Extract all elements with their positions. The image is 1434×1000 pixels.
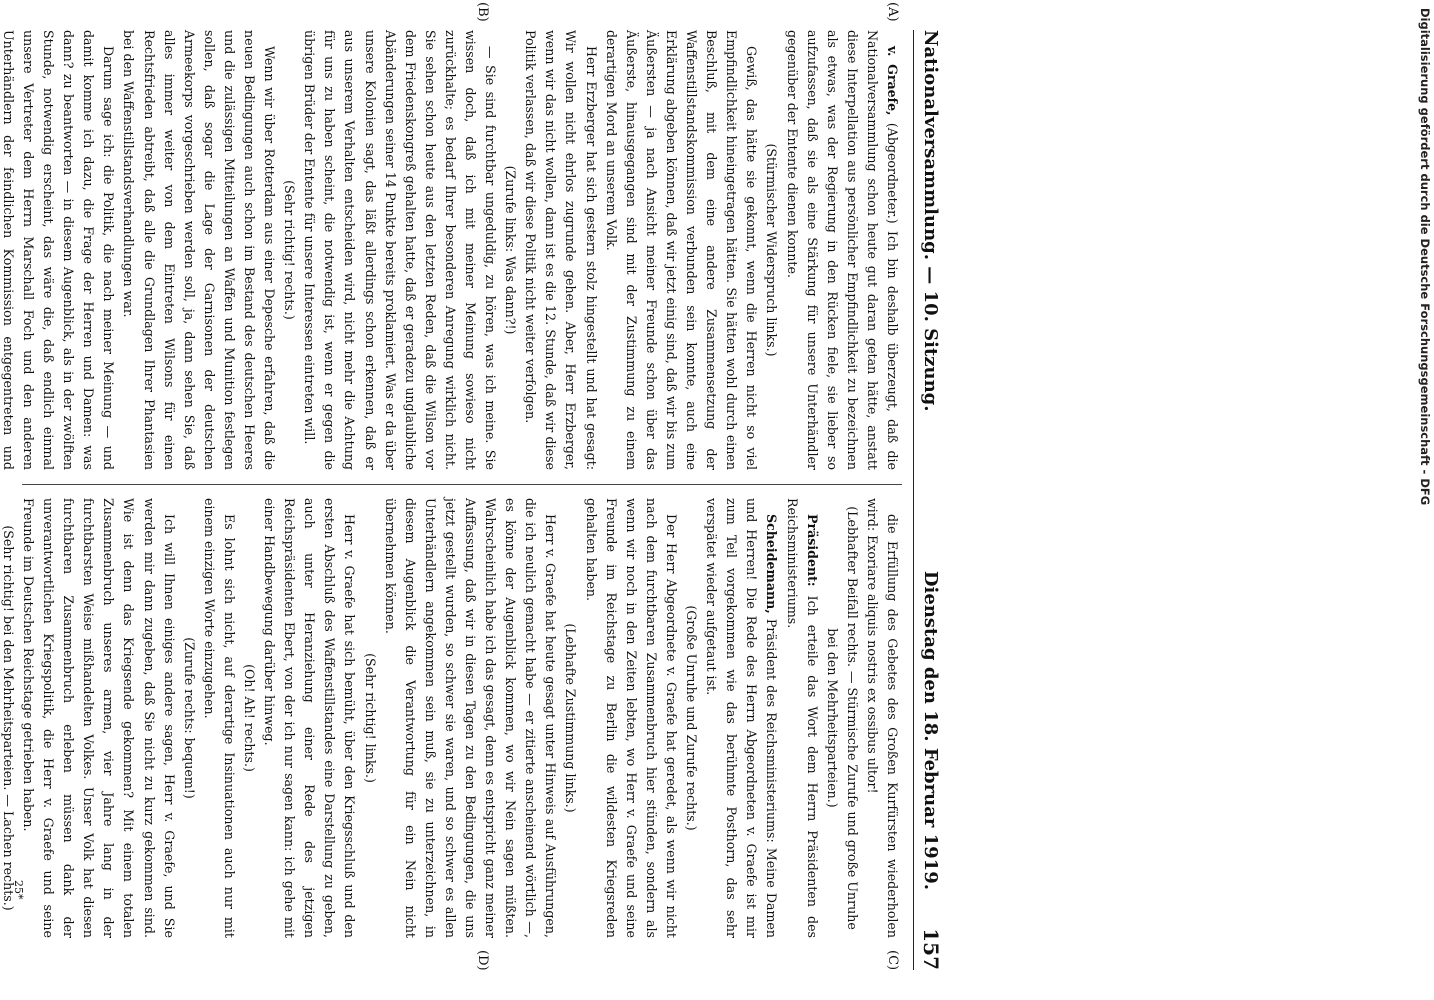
paragraph xyxy=(581,498,681,938)
interjection: (Sehr richtig! links.) xyxy=(362,653,378,783)
paragraph xyxy=(601,30,762,470)
paragraph-text: Präsident des Reichsministeriums: Meine Damen und Herren! Die Rede des Herrn Abgeordneten v. Graefe ist mir zum Teil vorgekommen wie das berühmte Posthorn, das sehr verspätet wieder aufgetaut ist. xyxy=(704,498,780,938)
signature-mark: 25* xyxy=(12,880,25,900)
column-divider xyxy=(22,484,902,485)
paragraph-text: Der Herr Abgeordnete v. Graefe hat geredet, als wenn wir nicht nach dem furchtbaren Zusammenbruch hier stünden, sondern als wenn wir noch in den Zeiten lebten, wo Herr v. Graefe und seine Freunde im Reichstage zu Berlin die wildesten Kriegsreden gehalten haben. xyxy=(583,498,679,938)
paragraph xyxy=(0,30,118,470)
paragraph xyxy=(862,498,902,938)
paragraph-text: die Erfüllung des Gebetes des Großen Kurfürsten wiederholen wird: Exoriare aliquis nostris ex ossibus ultor! xyxy=(864,498,900,938)
margin-marker-c: (C) xyxy=(885,950,900,971)
speaker-name: Scheidemann, xyxy=(764,514,780,614)
digitization-credit: Digitalisierung gefördert durch die Deutsche Forschungsgemeinschaft - DFG xyxy=(1418,8,1432,506)
paragraph-text: Herr v. Graefe hat heute gesagt unter Hinweis auf Ausführungen, die ich neulich gemacht habe — er zitierte anscheinend wörtlich —, es könne der Augenblick kommen, wo wir Nein sagen müßten. Wahrscheinlich habe ich das gesagt, denn es entspricht ganz meiner Auffassung, daß wir in diesen Tagen zu den Bedingungen, die uns jetzt gestellt wurden, so schwer sie waren, und so schwer es allen Unterhändlern angekommen sein muß, sie zu unterzeichnen, in diesem Augenblick die Verantwortung für ein Nein nicht übernehmen können. xyxy=(382,498,559,938)
paragraph xyxy=(199,498,239,938)
interjection: (Oh! Ah! rechts.) xyxy=(242,664,257,772)
interjection: (Zurufe links: Was dann?!) xyxy=(503,165,519,335)
page-header xyxy=(913,30,948,970)
paragraph-text: Ich erteile das Wort dem Herrn Präsidenten des Reichsministeriums. xyxy=(784,498,820,938)
interjection: (Lebhafter Beifall rechts. — Stürmische Zurufe und große Unruhe bei den Mehrheitsparteien.) xyxy=(824,506,860,930)
paragraph xyxy=(781,498,821,938)
paragraph-text: Darum sage ich: die Politik, die nach meiner Meinung — und damit komme ich dazu, die Frage der Herren und Damen: was dann? zu beantworten — in diesem Augenblick, als in der zwölften Stunde, notwendig erscheint, das wäre die, daß endlich einmal unsere Vertreter dem Herrn Marschall Foch und den anderen Unterhändlern der feindlichen Kommission entgegentreten und xyxy=(0,30,117,470)
interjection: (Lebhafte Zustimmung links.) xyxy=(563,623,579,813)
paragraph xyxy=(299,30,500,470)
interjection: (Sehr richtig! bei den Mehrheitsparteien. — Lachen rechts.) xyxy=(0,525,16,911)
paragraph xyxy=(118,30,279,470)
paragraph-text: Ich will Ihnen einiges andere sagen, Herr v. Graefe, und Sie werden mir dann zugeben, daß Sie nicht zu kurz gekommen sind. Wie ist denn das Kriegsende gekommen? Mit einem totalen Zusammenbruch unseres armen, vier Jahre lang in der furchtbarsten Weise mißhandelten Volkes. Unser Volk hat diesen furchtbaren Zusammenbruch erleben müssen dank der unverantwortlichen Kriegspolitik, die Herr v. Graefe und seine Freunde im Deutschen Reichstage getrieben haben. xyxy=(20,498,177,938)
header-date: Dienstag den 18. Februar 1919. xyxy=(920,570,942,890)
paragraph-text: Es lohnt sich nicht, auf derartige Insinuationen auch nur mit einem einzigen Worte einzugehen. xyxy=(201,498,237,938)
paragraph xyxy=(259,498,359,938)
paragraph-text: (Abgeordneter.) Ich bin deshalb überzeugt, daß die Nationalversammlung schon heute gut daran getan hätte, anstatt diese Interpellation aus persönlicher Empfindlichkeit zu bezeichnen als etwas, was der Regierung in den Rücken fiele, sie lieber so aufzufassen, daß sie als eine Stärkung für unsere Unterhändler gegenüber der Entente dienen konnte. xyxy=(784,30,900,471)
margin-marker-b: (B) xyxy=(475,2,490,22)
speaker-name: v. Graefe, xyxy=(885,46,900,116)
margin-marker-d: (D) xyxy=(475,950,490,971)
speaker-name: Präsident: xyxy=(804,514,820,587)
paragraph-text: — Sie sind furchtbar ungeduldig, zu hören, was ich meine. Sie wissen doch, daß ich mit meiner Meinung sowieso nicht zurückhalte; es bedarf Ihrer besonderen Anregung wirklich nicht. Sie sehen schon heute aus den letzten Reden, daß die Wilson vor dem Friedenskongreß gehalten hatte, daß er geradezu unglaubliche Abänderungen seiner 14 Punkte bereits proklamiert. Was er da über unsere Kolonien sagt, das läßt allerdings schon erkennen, daß er aus unserem Verhalten entscheiden wird, nicht mehr die Achtung für uns zu haben scheint, die notwendig ist, wenn er gegen die übrigen Brüder der Entente für unsere Interessen eintreten will. xyxy=(302,30,499,470)
page-number: 157 xyxy=(919,928,943,970)
interjection: (Zurufe rechts: bequem!) xyxy=(181,637,197,799)
left-text-column xyxy=(0,30,902,471)
interjection: (Sehr richtig! rechts.) xyxy=(282,180,298,320)
paragraph xyxy=(520,30,600,470)
paragraph xyxy=(701,498,781,938)
paragraph-text: Wenn wir über Rotterdam aus einer Depesche erfahren, daß die neuen Bedingungen auch schon im Bestand des deutschen Heeres und die zulässigen Mitteilungen an Waffen und Munition festlegen sollen, daß sogar die Lage der Garnisonen der deutschen Armeekorps vorgeschrieben werden soll, ja, dann sehen Sie, daß alles immer weiter von dem Eintreten Wilsons für einen Rechtsfrieden abtreibt, daß alle die Grundlagen Ihrer Phantasien bei den Waffenstillstandsverhandlungen war. xyxy=(121,30,278,470)
paragraph-text: Herr Erzberger hat sich gestern stolz hingestellt und hat gesagt: Wir wollen nicht ehrlos zugrunde gehen. Aber, Herr Erzberger, wenn wir das nicht wollen, dann ist es die 12. Stunde, daß wir diese Politik verlassen, daß wir diese Politik nicht weiter verfolgen. xyxy=(523,30,599,470)
interjection: (Stürmischer Widerspruch links.) xyxy=(764,143,780,357)
paragraph xyxy=(781,30,902,470)
header-title: Nationalversammlung. — 10. Sitzung. xyxy=(920,30,942,412)
paragraph-text: Herr v. Graefe hat sich bemüht, über den Kriegsschluß und den ersten Abschluß des Waffenstillstandes eine Darstellung zu geben, auch unter Heranziehung einer Rede des jetzigen Reichspräsidenten Ebert, von der ich nur sagen kann: ich gehe mit einer Handbewegung darüber hinweg. xyxy=(262,498,358,938)
paragraph xyxy=(380,498,561,938)
interjection: (Große Unruhe und Zurufe rechts.) xyxy=(684,605,700,831)
paragraph-text: Gewiß, das hätte sie gekonnt, wenn die Herren nicht so viel Empfindlichkeit hineingetragen hätten. Sie hätten wohl durch einen Beschluß, mit dem eine andere Zusammensetzung der Waffenstillstandskommission verbunden sein konnte, auch eine Erklärung abgeben können, daß wir jetzt einig sind, daß wir bis zum Äußersten — ja nach Ansicht meiner Freunde schon über das Äußerste, hinausgegangen sind mit der Zustimmung zu einem derartigen Mord an unserem Volk. xyxy=(603,30,760,470)
paragraph xyxy=(18,498,179,938)
margin-marker-a: (A) xyxy=(885,2,900,22)
